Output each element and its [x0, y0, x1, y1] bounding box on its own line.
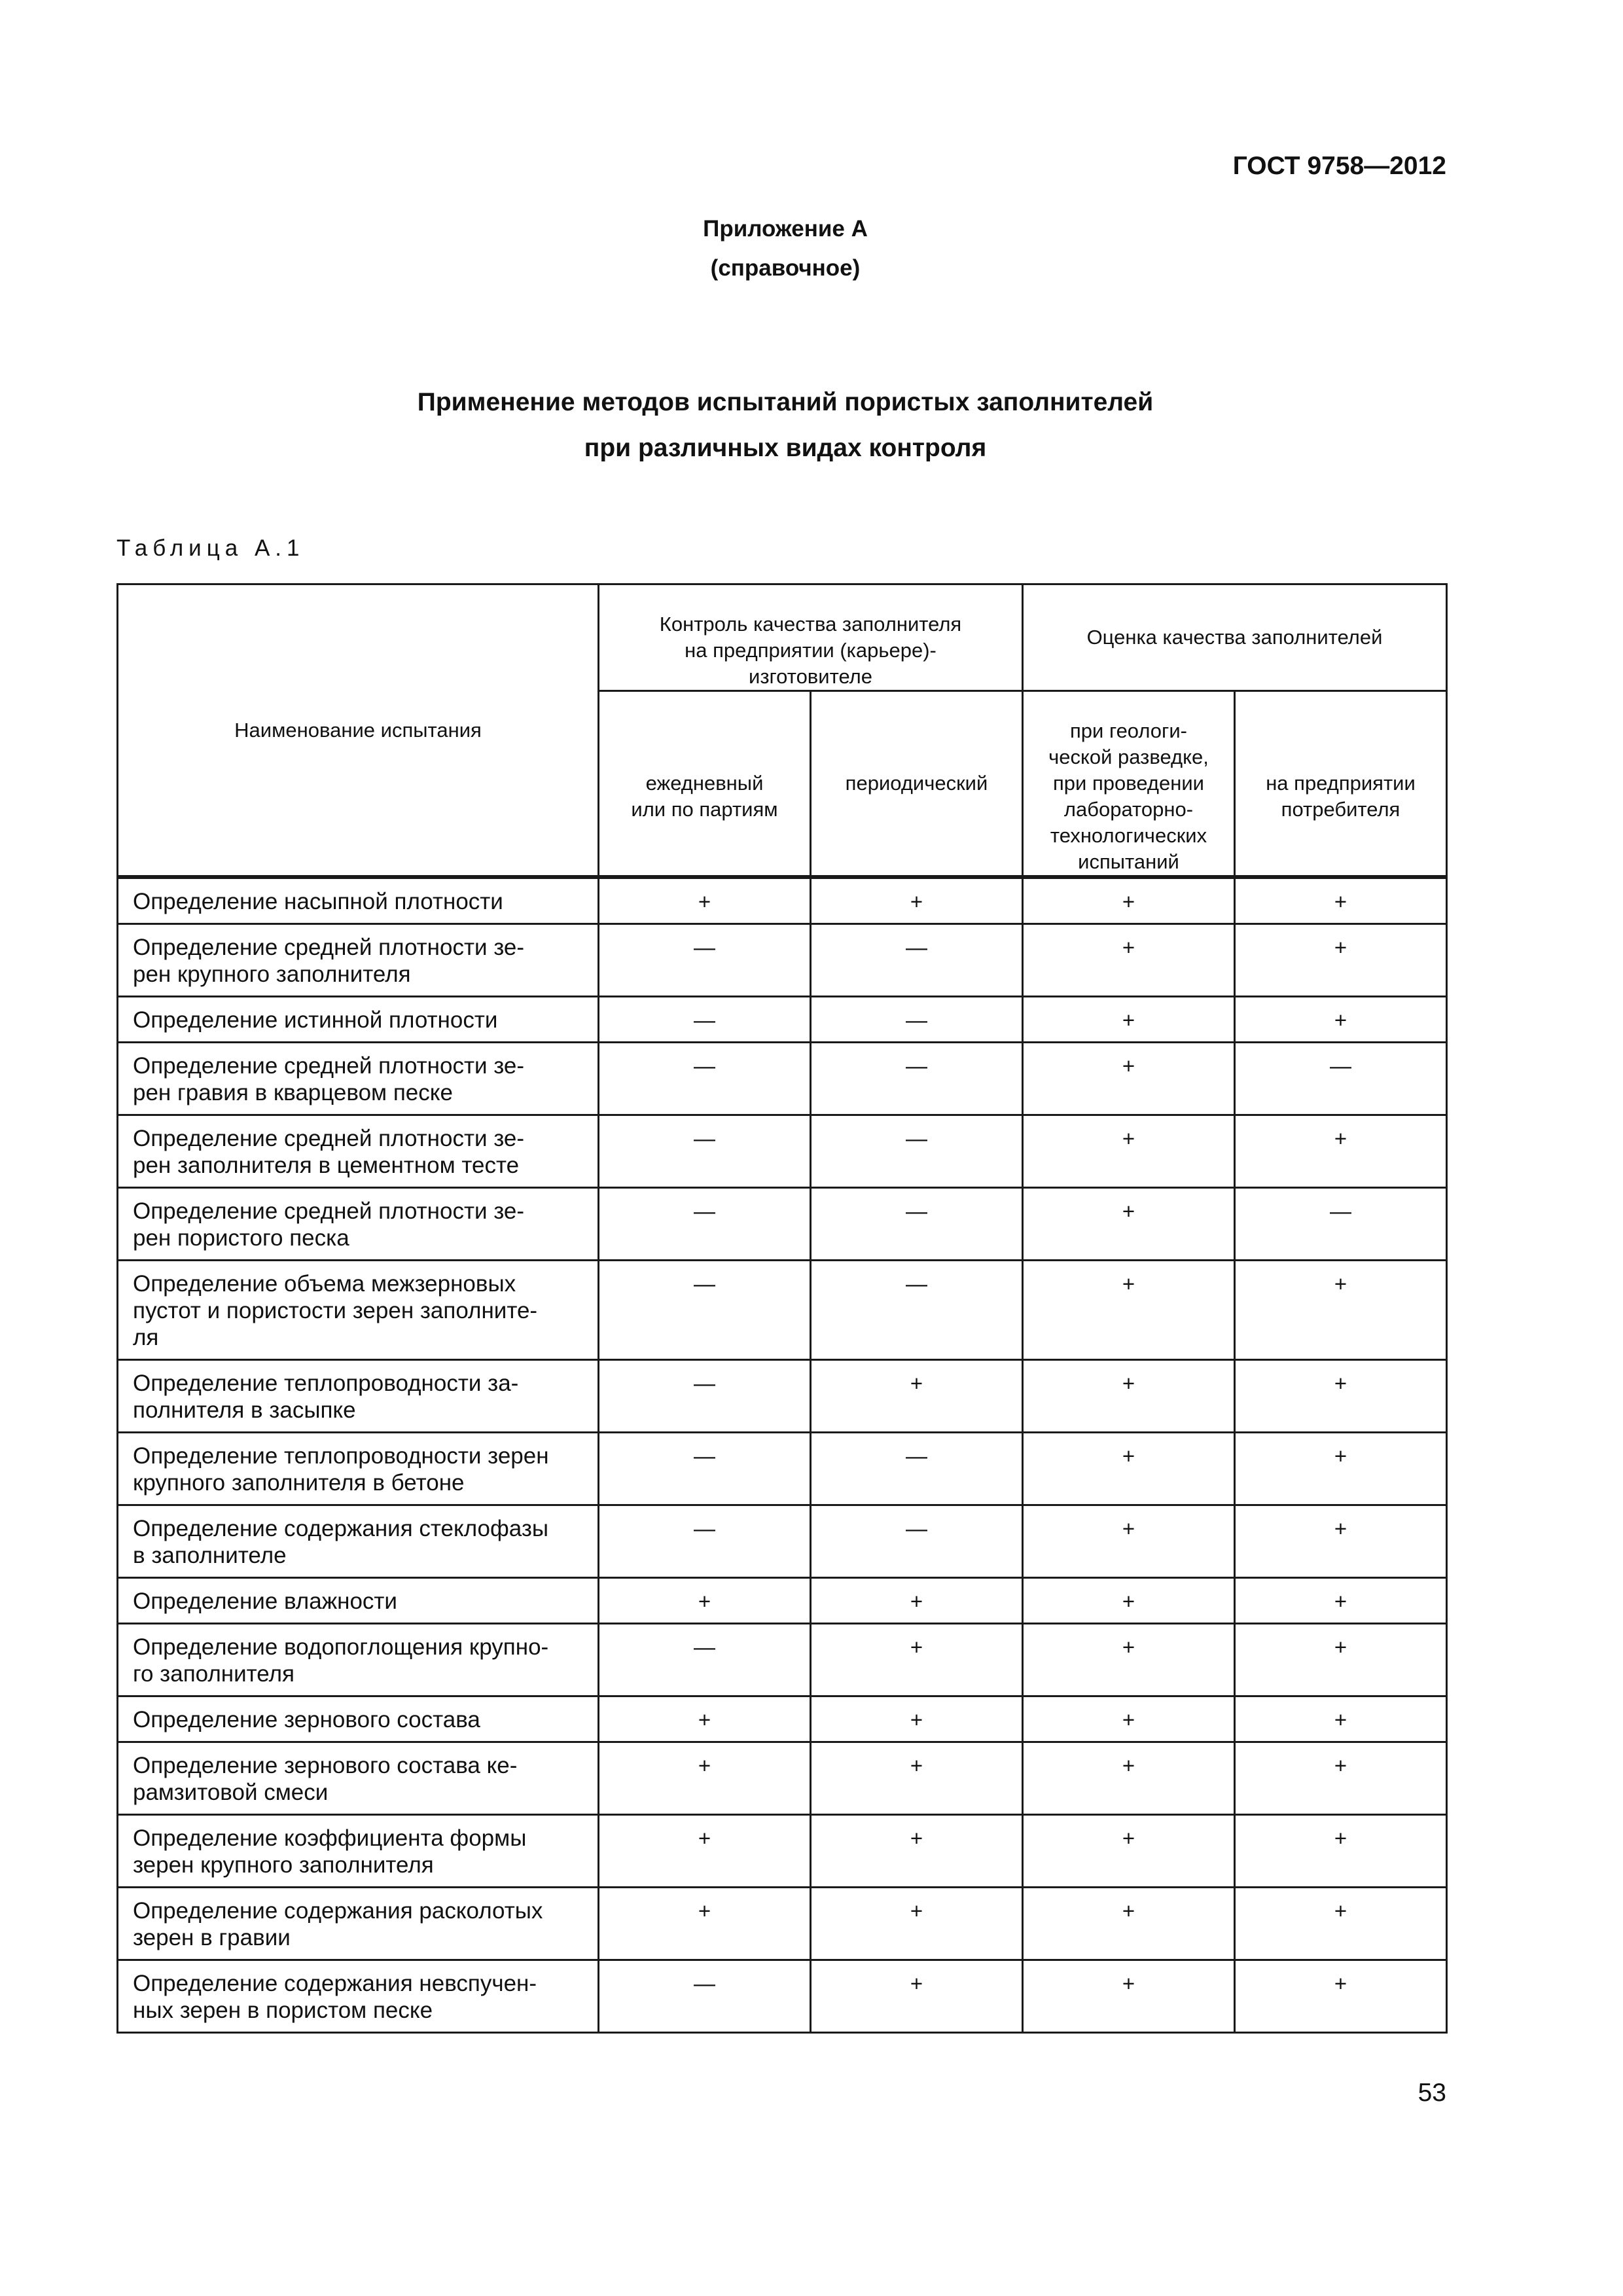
table-row	[118, 1960, 1447, 2033]
consumer-mark-cell: +	[1235, 1624, 1447, 1696]
header-consumer-label: на предприятии потребителя	[1266, 772, 1416, 821]
table-body	[118, 878, 1447, 2033]
geological-mark-cell: +	[1023, 1815, 1235, 1888]
header-group-assessment-label: Оценка качества заполнителей	[1086, 626, 1383, 649]
daily-mark-cell: —	[599, 1043, 811, 1115]
periodic-mark-cell: —	[811, 924, 1023, 997]
consumer-mark-cell: +	[1235, 1960, 1447, 2033]
table-row	[118, 924, 1447, 997]
table-header	[118, 584, 1447, 878]
header-group-assessment	[1023, 584, 1447, 691]
consumer-mark-cell: +	[1235, 1815, 1447, 1888]
header-test-name	[118, 584, 599, 876]
table-row	[118, 1742, 1447, 1815]
daily-mark-cell: —	[599, 924, 811, 997]
header-geological	[1023, 691, 1235, 876]
table-row	[118, 1888, 1447, 1960]
geological-mark-cell: +	[1023, 997, 1235, 1043]
daily-mark-cell: —	[599, 1960, 811, 2033]
daily-mark-cell: —	[599, 1261, 811, 1360]
test-name-cell: Определение средней плотности зе- рен заполнителя в цементном тесте	[118, 1115, 599, 1188]
document-title-line-2: при различных видах контроля	[584, 434, 987, 462]
consumer-mark-cell: +	[1235, 1360, 1447, 1433]
table-row	[118, 1815, 1447, 1888]
periodic-mark-cell: +	[811, 1624, 1023, 1696]
consumer-mark-cell: +	[1235, 1578, 1447, 1624]
table-row	[118, 878, 1447, 924]
periodic-mark-cell: +	[811, 1360, 1023, 1433]
test-name-cell: Определение влажности	[118, 1578, 599, 1624]
test-name-cell: Определение содержания стеклофазы в заполнителе	[118, 1505, 599, 1578]
consumer-mark-cell: +	[1235, 997, 1447, 1043]
daily-mark-cell: —	[599, 1505, 811, 1578]
document-title-line-1: Применение методов испытаний пористых заполнителей	[417, 388, 1154, 416]
periodic-mark-cell: —	[811, 1505, 1023, 1578]
consumer-mark-cell: +	[1235, 1261, 1447, 1360]
header-periodic	[811, 691, 1023, 876]
geological-mark-cell: +	[1023, 1043, 1235, 1115]
page-number: 53	[1418, 2079, 1446, 2107]
geological-mark-cell: +	[1023, 1433, 1235, 1505]
consumer-mark-cell: —	[1235, 1188, 1447, 1261]
test-name-cell: Определение теплопроводности зерен крупного заполнителя в бетоне	[118, 1433, 599, 1505]
test-name-cell: Определение содержания невспучен- ных зерен в пористом песке	[118, 1960, 599, 2033]
daily-mark-cell: +	[599, 878, 811, 924]
test-methods-table	[116, 583, 1448, 2034]
annex-status: (справочное)	[710, 255, 861, 281]
table-row	[118, 1360, 1447, 1433]
table-row	[118, 1433, 1447, 1505]
consumer-mark-cell: +	[1235, 1433, 1447, 1505]
consumer-mark-cell: +	[1235, 1742, 1447, 1815]
table-row	[118, 1696, 1447, 1742]
header-daily	[599, 691, 811, 876]
daily-mark-cell: +	[599, 1815, 811, 1888]
test-name-cell: Определение зернового состава	[118, 1696, 599, 1742]
periodic-mark-cell: —	[811, 1043, 1023, 1115]
header-consumer	[1235, 691, 1447, 876]
daily-mark-cell: —	[599, 1115, 811, 1188]
table-row	[118, 997, 1447, 1043]
geological-mark-cell: +	[1023, 1742, 1235, 1815]
geological-mark-cell: +	[1023, 924, 1235, 997]
periodic-mark-cell: +	[811, 1960, 1023, 2033]
consumer-mark-cell: +	[1235, 1115, 1447, 1188]
table-row	[118, 1261, 1447, 1360]
periodic-mark-cell: —	[811, 1188, 1023, 1261]
daily-mark-cell: +	[599, 1696, 811, 1742]
document-code: ГОСТ 9758—2012	[1232, 152, 1446, 180]
periodic-mark-cell: +	[811, 1578, 1023, 1624]
consumer-mark-cell: —	[1235, 1043, 1447, 1115]
periodic-mark-cell: +	[811, 1815, 1023, 1888]
geological-mark-cell: +	[1023, 1888, 1235, 1960]
test-name-cell: Определение средней плотности зе- рен гравия в кварцевом песке	[118, 1043, 599, 1115]
test-name-cell: Определение зернового состава ке- рамзитовой смеси	[118, 1742, 599, 1815]
table-row	[118, 1624, 1447, 1696]
header-periodic-label: периодический	[845, 772, 988, 795]
periodic-mark-cell: —	[811, 1261, 1023, 1360]
geological-mark-cell: +	[1023, 1960, 1235, 2033]
test-name-cell: Определение водопоглощения крупно- го заполнителя	[118, 1624, 599, 1696]
geological-mark-cell: +	[1023, 878, 1235, 924]
test-name-cell: Определение истинной плотности	[118, 997, 599, 1043]
geological-mark-cell: +	[1023, 1188, 1235, 1261]
annex-title: Приложение А	[703, 216, 868, 242]
test-name-cell: Определение объема межзерновых пустот и пористости зерен заполните- ля	[118, 1261, 599, 1360]
table-row	[118, 1115, 1447, 1188]
daily-mark-cell: —	[599, 1624, 811, 1696]
geological-mark-cell: +	[1023, 1115, 1235, 1188]
table-row	[118, 1043, 1447, 1115]
table-row	[118, 1505, 1447, 1578]
header-row-1	[118, 584, 1447, 691]
header-geological-label: при геологи- ческой разведке, при проведении лабораторно- технологических испытаний	[1048, 719, 1209, 873]
periodic-mark-cell: +	[811, 878, 1023, 924]
header-daily-label: ежедневный или по партиям	[631, 772, 778, 821]
consumer-mark-cell: +	[1235, 1888, 1447, 1960]
geological-mark-cell: +	[1023, 1505, 1235, 1578]
test-name-cell: Определение коэффициента формы зерен крупного заполнителя	[118, 1815, 599, 1888]
daily-mark-cell: +	[599, 1888, 811, 1960]
daily-mark-cell: +	[599, 1742, 811, 1815]
periodic-mark-cell: —	[811, 1115, 1023, 1188]
header-test-name-label: Наименование испытания	[234, 718, 482, 742]
consumer-mark-cell: +	[1235, 1505, 1447, 1578]
daily-mark-cell: —	[599, 1188, 811, 1261]
document-title	[0, 380, 1571, 471]
table-row	[118, 1188, 1447, 1261]
geological-mark-cell: +	[1023, 1578, 1235, 1624]
annex-heading	[0, 209, 1571, 288]
consumer-mark-cell: +	[1235, 924, 1447, 997]
periodic-mark-cell: +	[811, 1742, 1023, 1815]
daily-mark-cell: +	[599, 1578, 811, 1624]
test-name-cell: Определение средней плотности зе- рен крупного заполнителя	[118, 924, 599, 997]
header-group-producer	[599, 584, 1023, 691]
periodic-mark-cell: +	[811, 1888, 1023, 1960]
table-caption: Таблица А.1	[116, 535, 305, 561]
test-name-cell: Определение насыпной плотности	[118, 878, 599, 924]
periodic-mark-cell: —	[811, 997, 1023, 1043]
periodic-mark-cell: +	[811, 1696, 1023, 1742]
header-group-producer-label: Контроль качества заполнителя на предприятии (карьере)- изготовителе	[659, 613, 962, 688]
geological-mark-cell: +	[1023, 1360, 1235, 1433]
daily-mark-cell: —	[599, 1433, 811, 1505]
periodic-mark-cell: —	[811, 1433, 1023, 1505]
geological-mark-cell: +	[1023, 1696, 1235, 1742]
geological-mark-cell: +	[1023, 1261, 1235, 1360]
test-name-cell: Определение содержания расколотых зерен в гравии	[118, 1888, 599, 1960]
consumer-mark-cell: +	[1235, 878, 1447, 924]
daily-mark-cell: —	[599, 1360, 811, 1433]
test-name-cell: Определение теплопроводности за- полнителя в засыпке	[118, 1360, 599, 1433]
daily-mark-cell: —	[599, 997, 811, 1043]
table-row	[118, 1578, 1447, 1624]
geological-mark-cell: +	[1023, 1624, 1235, 1696]
test-name-cell: Определение средней плотности зе- рен пористого песка	[118, 1188, 599, 1261]
consumer-mark-cell: +	[1235, 1696, 1447, 1742]
